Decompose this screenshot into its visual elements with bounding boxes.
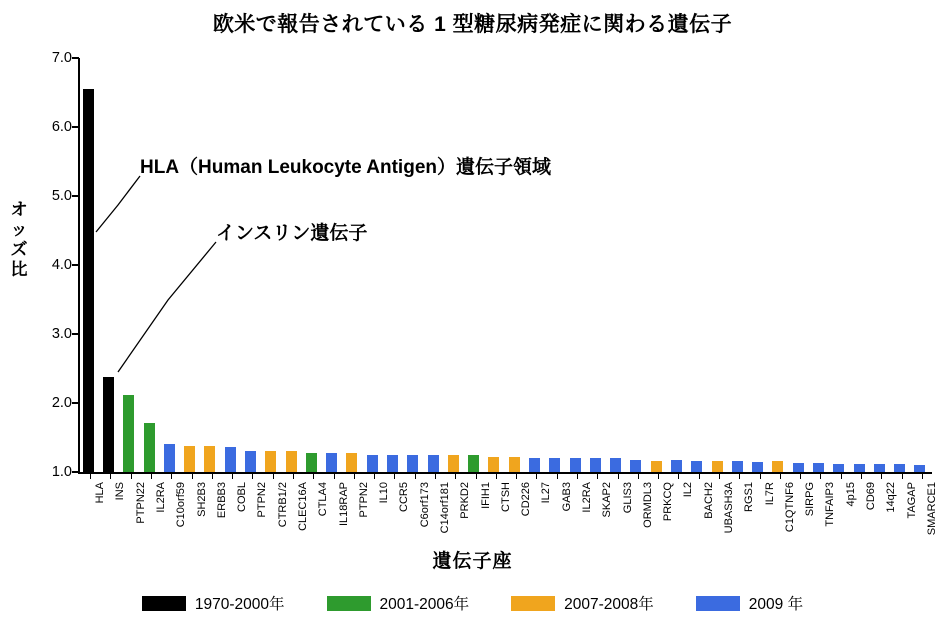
- x-tick-label: C1QTNF6: [783, 482, 796, 533]
- x-tick-mark: [334, 474, 335, 479]
- y-tick-label: 2.0: [51, 395, 72, 411]
- x-tick-mark: [800, 474, 801, 479]
- x-tick-label: GAB3: [560, 482, 573, 512]
- bar: [407, 455, 418, 472]
- legend-swatch: [511, 596, 555, 611]
- x-tick-mark: [110, 474, 111, 479]
- x-tick-mark: [780, 474, 781, 479]
- x-tick-label: 14q22: [885, 482, 898, 513]
- legend: [0, 592, 945, 614]
- legend-swatch: [142, 596, 186, 611]
- bar: [164, 444, 175, 472]
- bar: [144, 423, 155, 472]
- x-tick-label: IL2RA: [155, 482, 167, 513]
- x-tick-mark: [374, 474, 375, 479]
- x-axis-title: 遺伝子座: [432, 551, 513, 572]
- x-tick-mark: [678, 474, 679, 479]
- x-tick-mark: [212, 474, 213, 479]
- x-tick-mark: [394, 474, 395, 479]
- bar: [570, 458, 581, 472]
- bar: [326, 453, 337, 472]
- legend-item[interactable]: [327, 592, 470, 614]
- x-tick-mark: [496, 474, 497, 479]
- x-tick-label: INS: [114, 482, 127, 501]
- x-axis-line: [78, 472, 932, 474]
- x-tick-label: IL27: [540, 482, 553, 504]
- x-tick-mark: [760, 474, 761, 479]
- x-tick-mark: [597, 474, 598, 479]
- legend-label: 2009 年: [748, 596, 804, 613]
- x-tick-label: TNFAIP3: [824, 482, 837, 527]
- bar: [367, 455, 378, 472]
- x-tick-mark: [739, 474, 740, 479]
- bar: [874, 464, 885, 472]
- x-tick-mark: [536, 474, 537, 479]
- x-tick-label: C14orf181: [439, 482, 451, 534]
- x-tick-mark: [699, 474, 700, 479]
- x-tick-mark: [151, 474, 152, 479]
- x-tick-label: BACH2: [702, 482, 715, 519]
- y-tick-label: 1.0: [51, 464, 72, 480]
- bar: [225, 447, 236, 472]
- x-tick-label: C10orf59: [175, 482, 188, 528]
- bar: [428, 455, 439, 472]
- x-tick-label: CD226: [520, 482, 533, 517]
- bar: [691, 461, 702, 472]
- x-tick-mark: [171, 474, 172, 479]
- x-tick-label: CCR5: [398, 482, 411, 512]
- x-tick-mark: [476, 474, 477, 479]
- x-tick-label: C6orf173: [418, 482, 431, 528]
- bar: [488, 457, 499, 472]
- bar: [590, 458, 601, 472]
- x-tick-label: CTLA4: [317, 482, 330, 517]
- x-tick-label: SH2B3: [195, 482, 208, 517]
- x-tick-label: IL10: [378, 482, 391, 504]
- x-tick-mark: [232, 474, 233, 479]
- bar: [752, 462, 763, 472]
- x-tick-mark: [313, 474, 314, 479]
- x-tick-mark: [192, 474, 193, 479]
- bar: [123, 395, 134, 472]
- x-tick-mark: [719, 474, 720, 479]
- x-tick-mark: [902, 474, 903, 479]
- bar: [387, 455, 398, 472]
- legend-label: 2001-2006年: [379, 596, 470, 613]
- bar: [610, 458, 621, 472]
- x-tick-label: RGS1: [743, 482, 756, 512]
- x-tick-label: SIRPG: [804, 482, 817, 517]
- x-tick-label: SKAP2: [601, 482, 614, 518]
- plot-area: [78, 58, 930, 472]
- x-tick-mark: [293, 474, 294, 479]
- x-tick-mark: [415, 474, 416, 479]
- x-tick-label: CLEC16A: [297, 482, 309, 531]
- x-tick-mark: [820, 474, 821, 479]
- legend-swatch: [696, 596, 740, 611]
- bar: [894, 464, 905, 472]
- x-tick-mark: [435, 474, 436, 479]
- bar: [671, 460, 682, 472]
- x-tick-mark: [90, 474, 91, 479]
- legend-item[interactable]: [511, 592, 654, 614]
- y-axis-title: オッズ比: [10, 200, 28, 279]
- bar: [813, 463, 824, 472]
- y-tick-label: 5.0: [51, 188, 72, 204]
- x-tick-mark: [841, 474, 842, 479]
- page-title: 欧米で報告されている 1 型糖尿病発症に関わる遺伝子: [212, 13, 733, 36]
- bar: [306, 453, 317, 472]
- y-tick-label: 4.0: [51, 257, 72, 273]
- x-tick-mark: [658, 474, 659, 479]
- insulin-annotation: インスリン遺伝子: [216, 223, 368, 244]
- bar: [184, 446, 195, 472]
- bar: [468, 455, 479, 472]
- x-tick-mark: [881, 474, 882, 479]
- x-tick-label: PTPN2: [357, 482, 370, 518]
- x-tick-label: CTSH: [499, 482, 512, 512]
- x-tick-label: 4p15: [844, 482, 857, 507]
- bar: [630, 460, 641, 472]
- x-tick-mark: [557, 474, 558, 479]
- x-tick-label: ERBB3: [215, 482, 228, 519]
- bar: [549, 458, 560, 472]
- bar: [854, 464, 865, 472]
- hla-annotation: HLA（Human Leukocyte Antigen）遺伝子領域: [140, 157, 551, 178]
- bar: [286, 451, 297, 472]
- bar: [793, 463, 804, 472]
- x-tick-label: UBASH3A: [723, 482, 735, 534]
- x-tick-label: PRKD2: [459, 482, 472, 519]
- y-axis-tick-labels: [28, 0, 72, 619]
- x-tick-label: CTRB1/2: [276, 482, 289, 528]
- bar: [204, 446, 215, 472]
- x-tick-label: SMARCE1: [925, 482, 938, 536]
- bar: [712, 461, 723, 472]
- legend-swatch: [327, 596, 371, 611]
- x-tick-mark: [861, 474, 862, 479]
- bar: [772, 461, 783, 472]
- y-tick-label: 3.0: [51, 326, 72, 342]
- x-tick-label: HLA: [94, 482, 107, 504]
- bar: [732, 461, 743, 472]
- x-tick-label: IFIH1: [479, 482, 492, 509]
- x-tick-mark: [638, 474, 639, 479]
- bar: [245, 451, 256, 472]
- x-tick-mark: [516, 474, 517, 479]
- x-tick-mark: [273, 474, 274, 479]
- bar: [529, 458, 540, 472]
- x-tick-label: PRKCQ: [662, 482, 675, 522]
- x-tick-label: TAGAP: [905, 482, 918, 519]
- bar: [833, 464, 844, 472]
- x-tick-mark: [455, 474, 456, 479]
- x-tick-label: COBL: [236, 482, 249, 512]
- bar: [103, 377, 114, 472]
- x-tick-label: GLIS3: [621, 482, 634, 514]
- y-tick-label: 7.0: [51, 50, 72, 66]
- bar: [83, 89, 94, 472]
- bar: [509, 457, 520, 472]
- x-tick-mark: [354, 474, 355, 479]
- bar: [346, 453, 357, 472]
- x-tick-mark: [577, 474, 578, 479]
- x-tick-label: IL18RAP: [337, 482, 350, 527]
- legend-item[interactable]: [142, 592, 285, 614]
- x-tick-label: ORMDL3: [641, 482, 654, 528]
- legend-label: 1970-2000年: [194, 596, 285, 613]
- x-tick-mark: [252, 474, 253, 479]
- y-tick-label: 6.0: [51, 119, 72, 135]
- legend-item[interactable]: [696, 592, 803, 614]
- bar: [914, 465, 925, 472]
- x-tick-label: PTPN22: [134, 482, 147, 524]
- x-tick-label: IL7R: [763, 482, 776, 506]
- bar: [651, 461, 662, 472]
- x-tick-label: CD69: [865, 482, 877, 511]
- x-tick-mark: [131, 474, 132, 479]
- bar: [265, 451, 276, 472]
- x-tick-label: PTPN2: [256, 482, 269, 518]
- x-tick-label: IL2: [682, 482, 695, 498]
- x-tick-mark: [618, 474, 619, 479]
- x-tick-mark: [922, 474, 923, 479]
- legend-label: 2007-2008年: [564, 596, 654, 613]
- x-tick-label: IL2RA: [581, 482, 593, 513]
- bar: [448, 455, 459, 472]
